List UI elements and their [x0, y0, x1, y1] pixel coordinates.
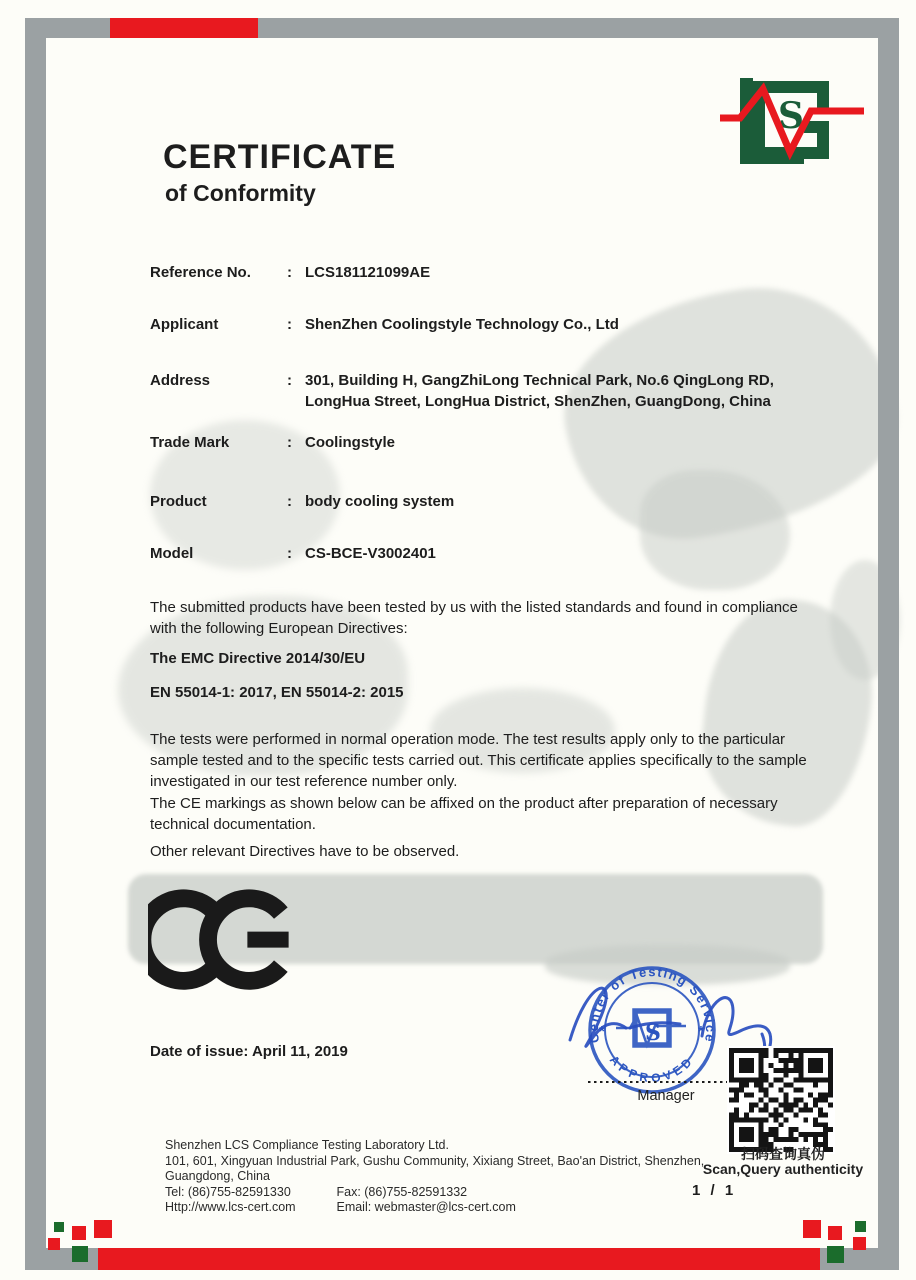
stamp-arc-bottom-text: APPROVED — [606, 1052, 698, 1086]
field-label: Model — [150, 545, 194, 562]
decor-square-green — [827, 1246, 844, 1263]
field-value: 301, Building H, GangZhiLong Technical Park, No.6 QingLong RD, LongHua Street, LongHua District, ShenZhen, GuangDong, China — [305, 372, 774, 410]
decor-square-green — [54, 1222, 64, 1232]
decor-square-green — [855, 1221, 866, 1232]
certificate-subtitle: of Conformity — [165, 180, 316, 206]
qr-caption-en: Scan,Query authenticity — [702, 1161, 864, 1177]
lcs-logo-s: S — [778, 95, 804, 137]
decor-square-red — [72, 1226, 86, 1240]
other-directives-paragraph: Other relevant Directives have to be observed. — [150, 843, 460, 860]
footer-company: Shenzhen LCS Compliance Testing Laboratory Ltd. — [165, 1138, 449, 1152]
stamp-arc-top-text: Center of Testing Service — [585, 964, 719, 1045]
date-of-issue: Date of issue: April 11, 2019 — [150, 1043, 348, 1060]
decor-square-red — [48, 1238, 60, 1250]
qr-caption-cn: 扫码查询真伪 — [741, 1146, 825, 1162]
decor-square-green — [72, 1246, 88, 1262]
footer-block — [165, 1138, 704, 1216]
standards-line: EN 55014-1: 2017, EN 55014-2: 2015 — [150, 684, 404, 701]
field-label: Reference No. — [150, 264, 251, 281]
footer-web-email — [165, 1200, 704, 1216]
decor-square-red — [828, 1226, 842, 1240]
compliance-intro-paragraph: The submitted products have been tested by us with the listed standards and found in compliance with the following European Directives: — [150, 599, 798, 637]
field-label: Applicant — [150, 316, 219, 333]
field-label: Address — [150, 372, 211, 389]
stamp-asterisk-right: * — [698, 1023, 704, 1040]
footer-tel-fax — [165, 1185, 704, 1201]
footer-fax: Fax: (86)755-82591332 — [336, 1184, 468, 1199]
certificate-title: CERTIFICATE — [163, 138, 397, 176]
field-label: Trade Mark — [150, 434, 230, 451]
footer-email: Email: webmaster@lcs-cert.com — [336, 1200, 516, 1214]
stamp-logo-letter: S — [645, 1020, 661, 1046]
field-label: Product — [150, 493, 207, 510]
field-colon: : — [287, 316, 292, 333]
field-colon: : — [287, 493, 292, 510]
field-value: CS-BCE-V3002401 — [305, 545, 436, 562]
ce-markings-paragraph: The CE markings as shown below can be affixed on the product after preparation of necessary technical documentation. — [150, 795, 778, 833]
ce-mark-icon — [148, 885, 298, 997]
emc-directive-line: The EMC Directive 2014/30/EU — [150, 650, 366, 667]
field-value: LCS181121099AE — [305, 264, 431, 281]
footer-address-line2: Guangdong, China — [165, 1169, 270, 1183]
qr-code-icon — [727, 1046, 835, 1154]
border-bottom-red-accent — [98, 1248, 820, 1270]
field-colon: : — [287, 372, 292, 389]
field-value: body cooling system — [305, 493, 455, 510]
footer-address-line1: 101, 601, Xingyuan Industrial Park, Gushu Community, Xixiang Street, Bao'an District, Shenzhen, — [165, 1153, 705, 1168]
lcs-logo-icon — [718, 68, 868, 176]
border-top-red-accent — [110, 18, 258, 38]
decor-square-red — [94, 1220, 112, 1238]
decor-square-red — [803, 1220, 821, 1238]
page-number: 1 / 1 — [692, 1182, 737, 1199]
footer-web: Http://www.lcs-cert.com — [165, 1200, 296, 1214]
decor-square-red — [853, 1237, 866, 1250]
field-colon: : — [287, 434, 292, 451]
field-value: Coolingstyle — [305, 434, 396, 451]
field-value: ShenZhen Coolingstyle Technology Co., Ltd — [305, 316, 619, 333]
tests-paragraph: The tests were performed in normal operation mode. The test results apply only to the particular sample tested and to the specific tests carried out. This certificate applies specifically to the sample investigated in our test reference number only. — [150, 731, 807, 790]
border-right — [878, 18, 899, 1270]
field-colon: : — [287, 545, 292, 562]
manager-title: Manager — [637, 1088, 695, 1104]
stamp-asterisk-left: * — [599, 1023, 605, 1040]
border-left — [25, 18, 46, 1270]
svg-text:APPROVED — [607, 1053, 697, 1086]
field-colon: : — [287, 264, 292, 281]
footer-tel: Tel: (86)755-82591330 — [165, 1184, 291, 1199]
